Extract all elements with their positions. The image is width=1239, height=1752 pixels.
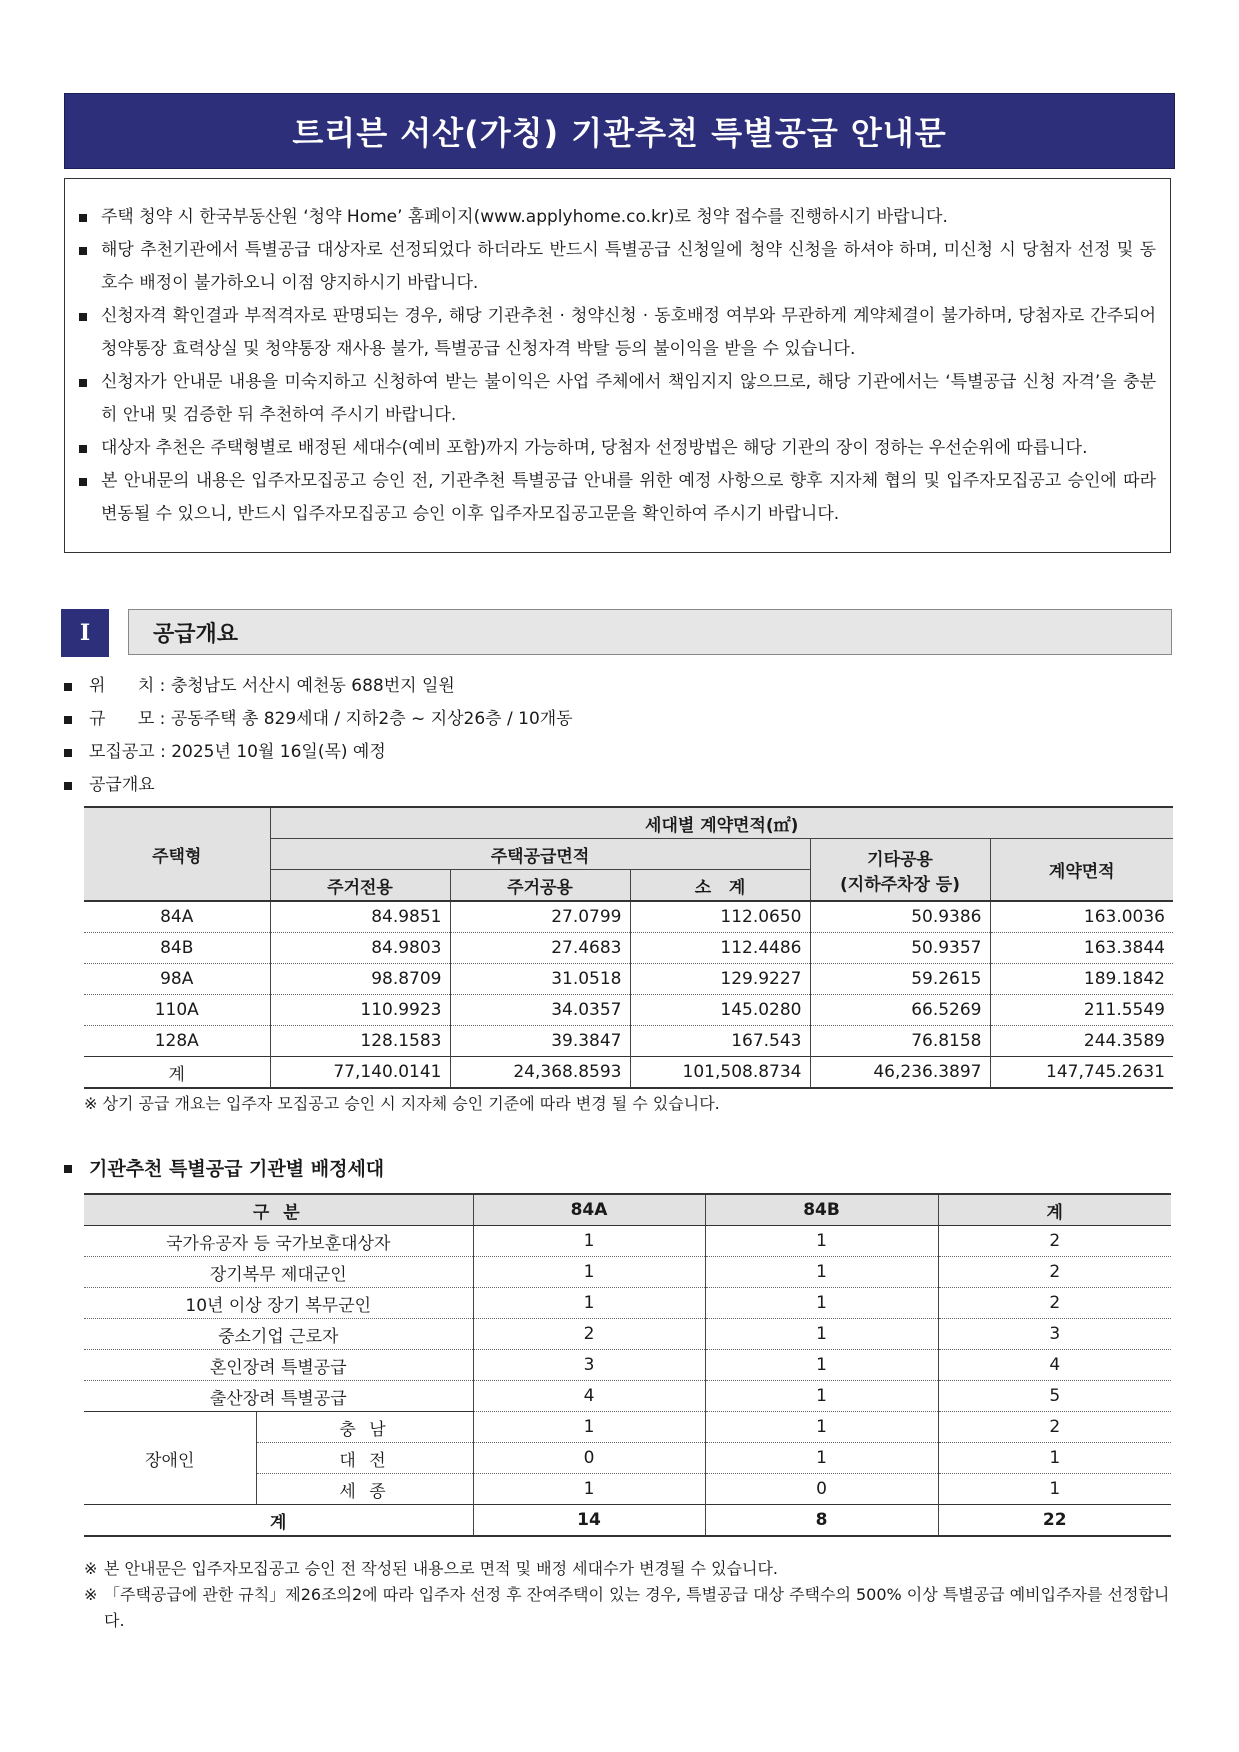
- table-row: [84, 1319, 1171, 1350]
- notice-text: 대상자 추천은 주택형별로 배정된 세대수(예비 포함)까지 가능하며, 당첨자 선정방법은 해당 기관의 장이 정하는 우선순위에 따릅니다.: [101, 438, 1088, 458]
- cell-disabled-group: 장애인: [84, 1412, 256, 1505]
- cell-84b: 8: [705, 1505, 938, 1537]
- info-value: : 공동주택 총 829세대 / 지하2층 ~ 지상26층 / 10개동: [154, 709, 573, 729]
- cell-common: 27.0799: [450, 901, 630, 933]
- notice-text: 주택 청약 시 한국부동산원 ‘청약 Home’ 홈페이지(www.applyhome.co.kr)로 청약 접수를 진행하시기 바랍니다.: [101, 207, 948, 227]
- cell-84b: 1: [705, 1381, 938, 1412]
- cell-contract: 244.3589: [990, 1026, 1173, 1057]
- table-row: [84, 995, 1173, 1026]
- info-row-announcement: [61, 736, 1171, 769]
- square-bullet-icon: [79, 379, 87, 387]
- section-title: 공급개요: [128, 609, 1172, 655]
- info-label: 공급개요: [89, 775, 155, 795]
- notice-text: 본 안내문의 내용은 입주자모집공고 승인 전, 기관추천 특별공급 안내를 위한 예정 사항으로 향후 지자체 협의 및 입주자모집공고 승인에 따라 변동될 수 있으니, 반드시 입주자모집공고 승인 이후 입주자모집공고문을 확인하여 주시기 바랍니다.: [101, 471, 1156, 524]
- cell-common: 24,368.8593: [450, 1057, 630, 1089]
- col-header-contract: 계약면적: [990, 839, 1173, 902]
- cell-contract: 147,745.2631: [990, 1057, 1173, 1089]
- cell-84b: 1: [705, 1443, 938, 1474]
- square-bullet-icon: [64, 1165, 72, 1173]
- square-bullet-icon: [64, 749, 72, 757]
- cell-contract: 163.3844: [990, 933, 1173, 964]
- cell-common: 31.0518: [450, 964, 630, 995]
- cell-total: 2: [938, 1288, 1171, 1319]
- notice-text: 신청자가 안내문 내용을 미숙지하고 신청하여 받는 불이익은 사업 주체에서 책임지지 않으므로, 해당 기관에서는 ‘특별공급 신청 자격’을 충분히 안내 및 검증한 뒤 추천하여 주시기 바랍니다.: [101, 372, 1156, 425]
- info-label: 위 치: [89, 676, 155, 696]
- cell-subtotal: 129.9227: [630, 964, 810, 995]
- cell-subtotal: 112.0650: [630, 901, 810, 933]
- cell-type: 84A: [84, 901, 270, 933]
- footnote-mark: ※: [84, 1585, 98, 1604]
- cell-84a: 0: [473, 1443, 705, 1474]
- square-bullet-icon: [64, 683, 72, 691]
- col-header-type: 주택형: [84, 807, 270, 901]
- section-header: [61, 609, 1174, 659]
- cell-other: 66.5269: [810, 995, 990, 1026]
- cell-84a: 2: [473, 1319, 705, 1350]
- footnote: [84, 1556, 1174, 1582]
- cell-other: 59.2615: [810, 964, 990, 995]
- cell-category: 출산장려 특별공급: [84, 1381, 473, 1412]
- notice-item: [79, 300, 1156, 366]
- alloc-heading-text: 기관추천 특별공급 기관별 배정세대: [89, 1158, 385, 1180]
- col-header-subtotal: 소 계: [630, 870, 810, 902]
- cell-other: 76.8158: [810, 1026, 990, 1057]
- cell-total: 4: [938, 1350, 1171, 1381]
- cell-private: 110.9923: [270, 995, 450, 1026]
- cell-category: 계: [84, 1505, 473, 1537]
- square-bullet-icon: [79, 445, 87, 453]
- cell-common: 39.3847: [450, 1026, 630, 1057]
- cell-type: 84B: [84, 933, 270, 964]
- allocation-table: [84, 1193, 1171, 1537]
- cell-common: 34.0357: [450, 995, 630, 1026]
- cell-region: 충 남: [256, 1412, 473, 1443]
- cell-total: 22: [938, 1505, 1171, 1537]
- document-title: 트리븐 서산(가칭) 기관추천 특별공급 안내문: [64, 93, 1175, 169]
- square-bullet-icon: [79, 313, 87, 321]
- cell-84a: 1: [473, 1412, 705, 1443]
- table-row: [84, 1288, 1171, 1319]
- table-row: [84, 901, 1173, 933]
- info-value: : 충청남도 서산시 예천동 688번지 일원: [154, 676, 455, 696]
- cell-private: 84.9851: [270, 901, 450, 933]
- col-header-common: 주거공용: [450, 870, 630, 902]
- square-bullet-icon: [79, 214, 87, 222]
- cell-subtotal: 145.0280: [630, 995, 810, 1026]
- square-bullet-icon: [79, 478, 87, 486]
- info-row-scale: [61, 703, 1171, 736]
- table-total-row: [84, 1505, 1171, 1537]
- area-note: ※ 상기 공급 개요는 입주자 모집공고 승인 시 지자체 승인 기준에 따라 변경 될 수 있습니다.: [84, 1094, 720, 1113]
- cell-type: 110A: [84, 995, 270, 1026]
- info-row-overview: [61, 769, 1171, 802]
- cell-other: 46,236.3897: [810, 1057, 990, 1089]
- notice-box: [64, 178, 1171, 553]
- cell-subtotal: 112.4486: [630, 933, 810, 964]
- notice-item: [79, 432, 1156, 465]
- table-row: [84, 1026, 1173, 1057]
- col-header-other: [810, 839, 990, 902]
- col-header-total: 계: [938, 1194, 1171, 1226]
- col-header-84a: 84A: [473, 1194, 705, 1226]
- footnotes: [84, 1556, 1174, 1634]
- cell-84a: 1: [473, 1226, 705, 1257]
- area-table: [84, 806, 1173, 1089]
- cell-contract: 211.5549: [990, 995, 1173, 1026]
- cell-total: 2: [938, 1226, 1171, 1257]
- info-row-location: [61, 670, 1171, 703]
- cell-84b: 1: [705, 1257, 938, 1288]
- cell-contract: 189.1842: [990, 964, 1173, 995]
- cell-total: 2: [938, 1412, 1171, 1443]
- square-bullet-icon: [79, 247, 87, 255]
- notice-text: 신청자격 확인결과 부적격자로 판명되는 경우, 해당 기관추천 · 청약신청 · 동호배정 여부와 무관하게 계약체결이 불가하며, 당첨자로 간주되어 청약통장 효력상실 및 청약통장 재사용 불가, 특별공급 신청자격 박탈 등의 불이익을 받을 수 있습니다.: [101, 306, 1156, 359]
- cell-type: 128A: [84, 1026, 270, 1057]
- cell-84b: 1: [705, 1288, 938, 1319]
- cell-type: 계: [84, 1057, 270, 1089]
- table-row: [84, 1381, 1171, 1412]
- col-header-private: 주거전용: [270, 870, 450, 902]
- footnote-text: 「주택공급에 관한 규칙」제26조의2에 따라 입주자 선정 후 잔여주택이 있는 경우, 특별공급 대상 주택수의 500% 이상 특별공급 예비입주자를 선정합니다.: [104, 1585, 1170, 1630]
- cell-84a: 3: [473, 1350, 705, 1381]
- col-header-84b: 84B: [705, 1194, 938, 1226]
- table-row: [84, 933, 1173, 964]
- square-bullet-icon: [64, 782, 72, 790]
- cell-total: 1: [938, 1474, 1171, 1505]
- cell-region: 세 종: [256, 1474, 473, 1505]
- notice-text: 해당 추천기관에서 특별공급 대상자로 선정되었다 하더라도 반드시 특별공급 신청일에 청약 신청을 하셔야 하며, 미신청 시 당첨자 선정 및 동호수 배정이 불가하오니 이점 양지하시기 바랍니다.: [101, 240, 1156, 293]
- cell-84a: 1: [473, 1288, 705, 1319]
- cell-category: 10년 이상 장기 복무군인: [84, 1288, 473, 1319]
- col-header-other-line1: 기타공용: [867, 849, 933, 870]
- col-header-area-group: 세대별 계약면적(㎡): [270, 807, 1173, 839]
- cell-other: 50.9386: [810, 901, 990, 933]
- col-header-other-line2: (지하주차장 등): [840, 874, 960, 895]
- cell-84a: 1: [473, 1257, 705, 1288]
- cell-private: 128.1583: [270, 1026, 450, 1057]
- cell-total: 2: [938, 1257, 1171, 1288]
- col-header-supply: 주택공급면적: [270, 839, 810, 870]
- cell-category: 국가유공자 등 국가보훈대상자: [84, 1226, 473, 1257]
- footnote: [84, 1582, 1174, 1634]
- cell-type: 98A: [84, 964, 270, 995]
- cell-84b: 1: [705, 1319, 938, 1350]
- notice-item: [79, 366, 1156, 432]
- cell-other: 50.9357: [810, 933, 990, 964]
- cell-subtotal: 101,508.8734: [630, 1057, 810, 1089]
- square-bullet-icon: [64, 716, 72, 724]
- cell-total: 5: [938, 1381, 1171, 1412]
- table-row: [84, 1257, 1171, 1288]
- cell-category: 장기복무 제대군인: [84, 1257, 473, 1288]
- table-row: [84, 1350, 1171, 1381]
- cell-84b: 0: [705, 1474, 938, 1505]
- notice-item: [79, 201, 1156, 234]
- info-value: : 2025년 10월 16일(목) 예정: [154, 742, 386, 762]
- cell-total: 1: [938, 1443, 1171, 1474]
- notice-item: [79, 465, 1156, 531]
- footnote-text: 본 안내문은 입주자모집공고 승인 전 작성된 내용으로 면적 및 배정 세대수가 변경될 수 있습니다.: [104, 1559, 778, 1578]
- cell-region: 대 전: [256, 1443, 473, 1474]
- cell-84a: 1: [473, 1474, 705, 1505]
- cell-contract: 163.0036: [990, 901, 1173, 933]
- section-number: I: [61, 609, 109, 657]
- cell-common: 27.4683: [450, 933, 630, 964]
- cell-subtotal: 167.543: [630, 1026, 810, 1057]
- notice-item: [79, 234, 1156, 300]
- cell-category: 중소기업 근로자: [84, 1319, 473, 1350]
- col-header-category: 구 분: [84, 1194, 473, 1226]
- info-label: 규 모: [89, 709, 155, 729]
- cell-total: 3: [938, 1319, 1171, 1350]
- table-row: [84, 964, 1173, 995]
- cell-84a: 4: [473, 1381, 705, 1412]
- cell-84b: 1: [705, 1226, 938, 1257]
- table-row: [84, 1226, 1171, 1257]
- supply-info-list: [61, 670, 1171, 802]
- cell-84b: 1: [705, 1412, 938, 1443]
- cell-category: 혼인장려 특별공급: [84, 1350, 473, 1381]
- cell-private: 84.9803: [270, 933, 450, 964]
- table-row: [84, 1412, 1171, 1443]
- footnote-mark: ※: [84, 1559, 98, 1578]
- cell-private: 98.8709: [270, 964, 450, 995]
- cell-84a: 14: [473, 1505, 705, 1537]
- cell-84b: 1: [705, 1350, 938, 1381]
- alloc-heading: [61, 1154, 384, 1184]
- cell-private: 77,140.0141: [270, 1057, 450, 1089]
- table-total-row: [84, 1057, 1173, 1089]
- info-label: 모집공고: [89, 742, 155, 762]
